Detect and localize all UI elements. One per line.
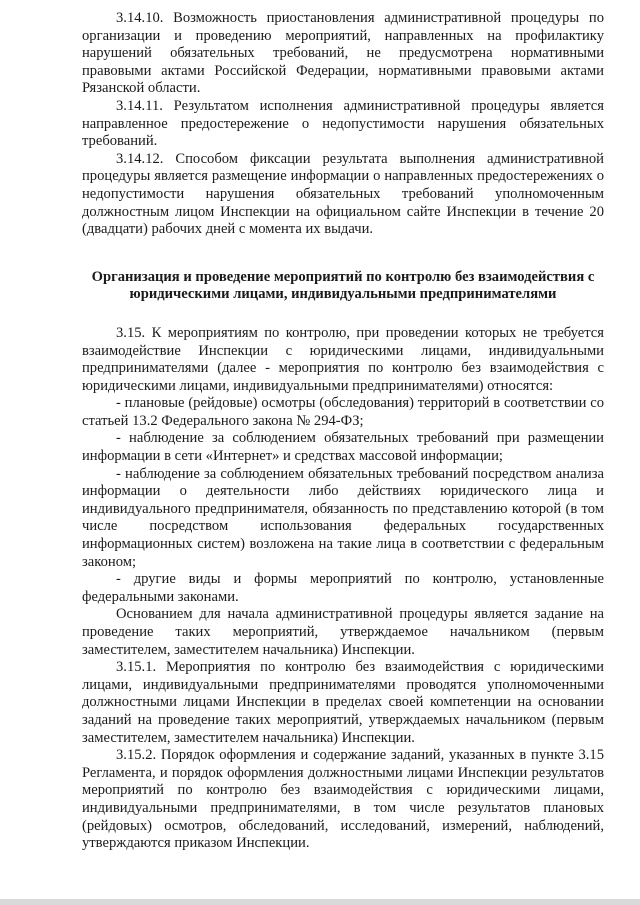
list-item: - другие виды и формы мероприятий по контролю, установленные федеральными законами. <box>82 571 604 605</box>
list-item: - наблюдение за соблюдением обязательных требований при размещении информации в сети «Интернет» и средствах массовой информации; <box>82 430 604 465</box>
section-heading: Организация и проведение мероприятий по контролю без взаимодействия с юридическими лицами, индивидуальными предпринимателями <box>91 268 595 303</box>
scan-bottom-edge <box>0 899 640 905</box>
paragraph-3-15-2: 3.15.2. Порядок оформления и содержание заданий, указанных в пункте 3.15 Регламента, и порядок оформления должностными лицами Инспекции результатов мероприятий по контролю без взаимодействия с юридическими лицами, индивидуальными предпринимателями, в том числе результатов плановых (рейдовых) осмотров, обследований, исследований, измерений, наблюдений, утверждаются приказом Инспекции. <box>82 747 604 852</box>
paragraph-3-14-12: 3.14.12. Способом фиксации результата выполнения административной процедуры является размещение информации о направленных предостережениях о недопустимости нарушения обязательных требований уполномоченным должностным лицом Инспекции на официальном сайте Инспекции в течение 20 (двадцати) рабочих дней с момента их выдачи. <box>82 150 604 238</box>
list-item: - плановые (рейдовые) осмотры (обследования) территорий в соответствии со статьей 13.2 Федерального закона № 294-ФЗ; <box>82 395 604 429</box>
paragraph-3-14-11: 3.14.11. Результатом исполнения административной процедуры является направленное предостережение о недопустимости нарушения обязательных требований. <box>82 97 604 150</box>
paragraph-3-15: 3.15. К мероприятиям по контролю, при проведении которых не требуется взаимодействие Инспекции с юридическими лицами, индивидуальными предпринимателями (далее - мероприятия по контролю без взаимодействия с юридическими лицами, индивидуальными предпринимателями) относятся: <box>82 324 604 394</box>
paragraph-3-14-10: 3.14.10. Возможность приостановления административной процедуры по организации и проведению мероприятий, направленных на профилактику нарушений обязательных требований, не предусмотрена нормативными правовыми актами Российской Федерации, нормативными правовыми актами Рязанской области. <box>82 10 604 97</box>
paragraph-basis: Основанием для начала административной процедуры является задание на проведение таких мероприятий, утверждаемое начальником (первым заместителем, заместителем начальника) Инспекции. <box>82 606 604 658</box>
list-item: - наблюдение за соблюдением обязательных требований посредством анализа информации о деятельности либо действиях юридического лица и индивидуального предпринимателя, обязанность по представлению которой (в том числе посредством использования федеральных государственных информационных систем) возложена на такие лица в соответствии с федеральным законом; <box>82 465 604 570</box>
paragraph-3-15-1: 3.15.1. Мероприятия по контролю без взаимодействия с юридическими лицами, индивидуальными предпринимателями проводятся уполномоченными должностными лицами Инспекции в пределах своей компетенции на основании заданий на проведение таких мероприятий, утверждаемых начальником (первым заместителем, заместителем начальника) Инспекции. <box>82 659 604 746</box>
document-body <box>82 10 604 853</box>
